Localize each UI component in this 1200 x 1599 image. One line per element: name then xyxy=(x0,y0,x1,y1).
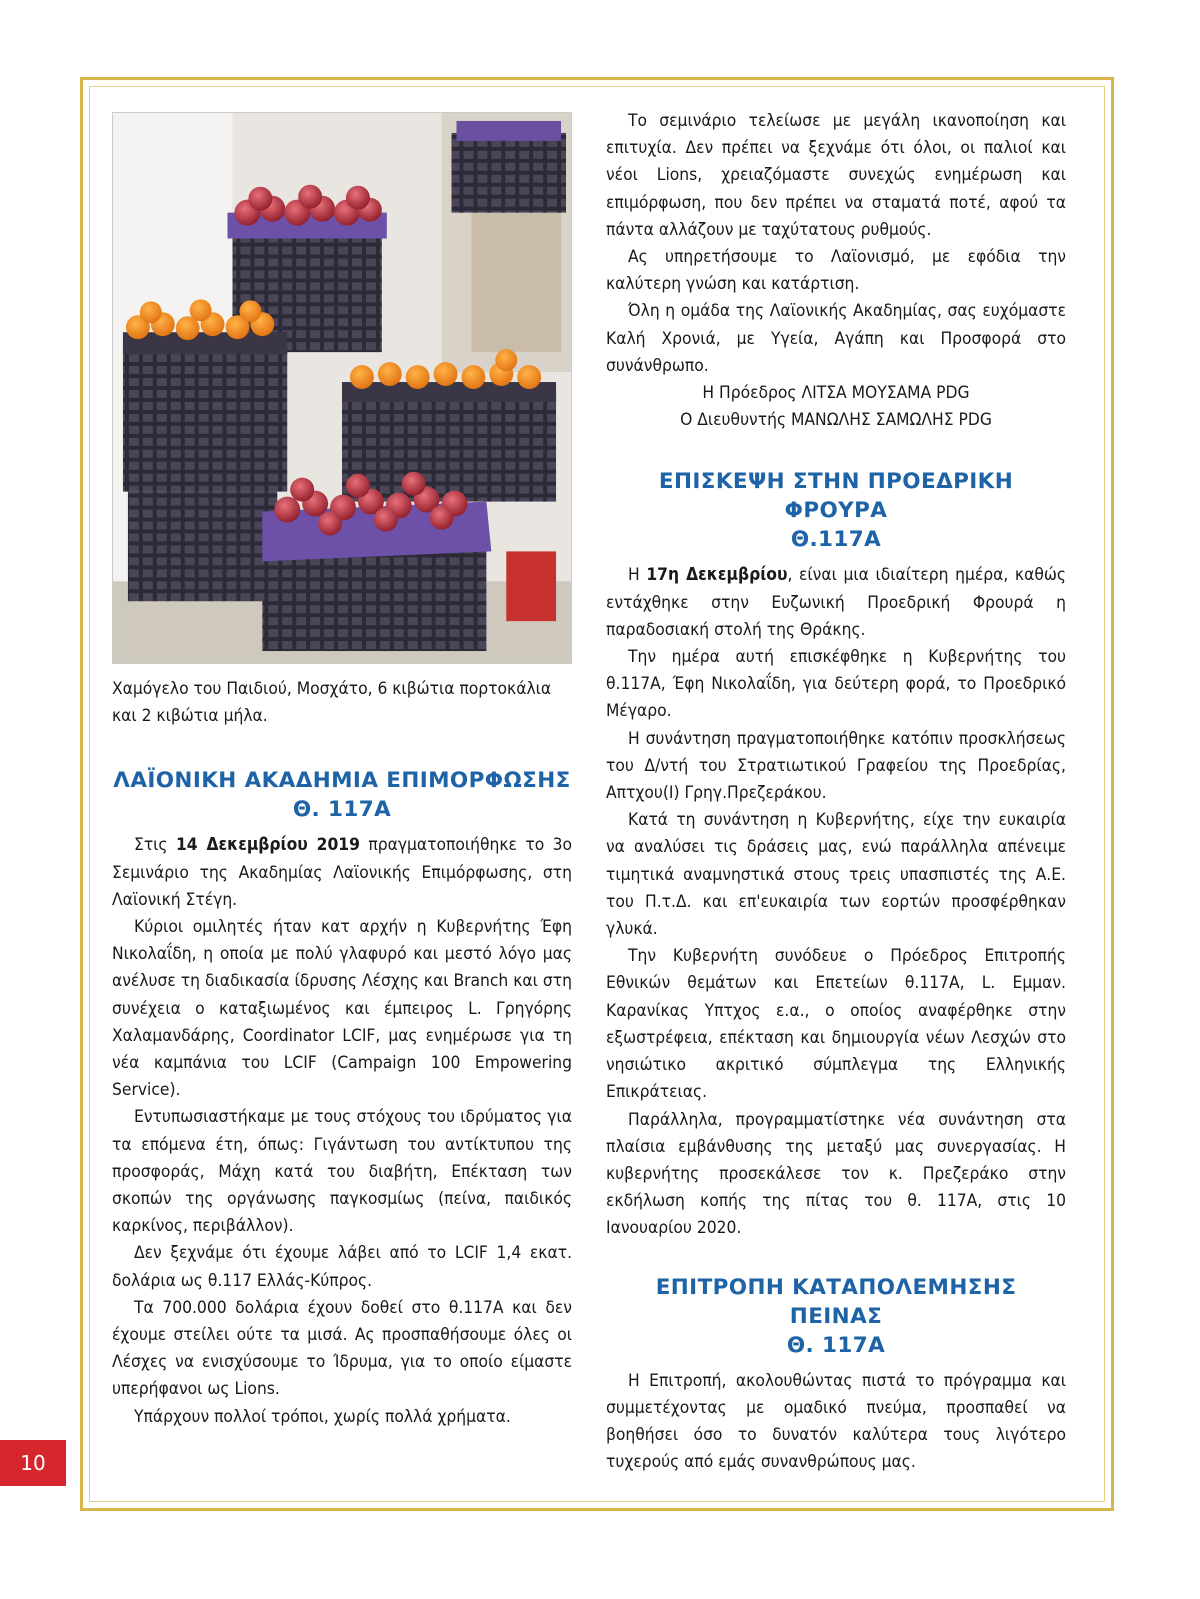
photo-caption: Χαμόγελο του Παιδιού, Μοσχάτο, 6 κιβώτια πορτοκάλια και 2 κιβώτια μήλα. xyxy=(112,679,552,727)
visit-paragraph-2: Την ημέρα αυτή επισκέφθηκε η Κυβερνήτης του θ.117Α, Έφη Νικολαΐδη, για δεύτερη φορά, το Προεδρικό Μέγαρο. xyxy=(606,647,1066,722)
academy-paragraph-3: Εντυπωσιαστήκαμε με τους στόχους του ιδρύματος για τα επόμενα έτη, όπως: Γιγάντωση του αντίκτυπου της προσφοράς, Μάχη κατά του διαβήτη, Επέκταση των σκοπών της οργάνωσης παγκοσμίως (πείνα, παιδικός καρκίνος, περιβάλλον). xyxy=(112,1107,572,1237)
signature-president: Η Πρόεδρος ΛΙΤΣΑ ΜΟΥΣΑΜΑ PDG xyxy=(702,383,970,404)
signature-director: Ο Διευθυντής ΜΑΝΩΛΗΣ ΣΑΜΩΛΗΣ PDG xyxy=(680,410,992,431)
visit-paragraph-4: Κατά τη συνάντηση η Κυβερνήτης, είχε την ευκαιρία να αναλύσει τις δράσεις μας, ενώ παράλληλα απένειμε τιμητικά αναμνηστικά στους τρεις υπασπιστές της Α.Ε. του Π.τ.Δ. και επ'ευκαιρία των εορτών προσφέρθηκαν γλυκά. xyxy=(606,810,1066,940)
visit-paragraph-6: Παράλληλα, προγραμματίστηκε νέα συνάντηση στα πλαίσια εμβάνθυσης της μεταξύ μας συνεργασίας. Η κυβερνήτης προσεκάλεσε τον κ. Πρεζεράκο στην εκδήλωση κοπής της πίτας του θ. 117Α, στις 10 Ιανουαρίου 2020. xyxy=(606,1109,1066,1239)
page-number: 10 xyxy=(0,1440,66,1486)
visit-heading-line1: ΕΠΙΣΚΕΨΗ ΣΤΗΝ ΠΡΟΕΔΡΙΚΗ ΦΡΟΥΡΑ xyxy=(658,469,1014,524)
academy-p1-post: πραγματοποιήθηκε το 3ο Σεμινάριο της Ακαδημίας Λαϊονικής Επιμόρφωσης, στη Λαϊονική Στέγη. xyxy=(112,835,572,910)
visit-p1-pre: Η xyxy=(628,565,647,586)
visit-p1-post: , είναι μια ιδιαίτερη ημέρα, καθώς εντάχθηκε στην Ευζωνική Προεδρική Φρουρά η παραδοσιακή στολή της Θράκης. xyxy=(606,565,1066,640)
academy-p1-date: 14 Δεκεμβρίου 2019 xyxy=(175,835,360,856)
academy-paragraph-7: Το σεμινάριο τελείωσε με μεγάλη ικανοποίηση και επιτυχία. Δεν πρέπει να ξεχνάμε ότι όλοι, οι παλιοί και νέοι Lions, χρειαζόμαστε συνεχώς ενημέρωση και επιμόρφωση, που δεν πρέπει να σταματά ποτέ, αφού τα πάντα αλλάζουν με ταχύτατους ρυθμούς. xyxy=(606,111,1066,240)
academy-heading-line1: ΛΑΪΟΝΙΚΗ ΑΚΑΔΗΜΙΑ ΕΠΙΜΟΡΦΩΣΗΣ xyxy=(113,768,571,794)
academy-heading-line2: Θ. 117Α xyxy=(292,797,392,823)
visit-paragraph-5: Την Κυβερνήτη συνόδευε ο Πρόεδρος Επιτροπής Εθνικών θεμάτων και Επετείων θ.117Α, L. Εμμαν. Καρανίκας Υπτχος ε.α., ο οποίος αναφέρθηκε στην εξωστρέφεια, επέκταση και δημιουργία νέων Λεσχών στο νησιώτικο ακριτικό σύμπλεγμα της Ελληνικής Επικράτειας. xyxy=(606,946,1066,1103)
academy-p1-pre: Στις xyxy=(134,835,176,856)
hunger-heading xyxy=(606,1273,1066,1360)
academy-paragraph-5: Τα 700.000 δολάρια έχουν δοθεί στο θ.117Α και δεν έχουμε στείλει ούτε τα μισά. Ας προσπαθήσουμε όλες οι Λέσχες να ενισχύσουμε το Ίδρυμα, για το οποίο είμαστε υπερήφανοι ως Lions. xyxy=(112,1297,572,1400)
visit-heading xyxy=(606,467,1066,554)
academy-paragraph-8: Ας υπηρετήσουμε το Λαϊονισμό, με εφόδια την καλύτερη γνώση και κατάρτιση. xyxy=(606,247,1066,295)
visit-paragraph-1 xyxy=(606,562,1066,644)
right-column xyxy=(606,108,1066,1476)
hunger-heading-line2: Θ. 117Α xyxy=(786,1332,886,1358)
academy-heading xyxy=(112,766,572,824)
visit-p1-date: 17η Δεκεμβρίου xyxy=(646,565,788,586)
academy-paragraph-6: Υπάρχουν πολλοί τρόποι, χωρίς πολλά χρήματα. xyxy=(134,1406,511,1427)
academy-paragraph-1 xyxy=(112,832,572,914)
visit-heading-line2: Θ.117Α xyxy=(790,527,882,553)
visit-paragraph-3: Η συνάντηση πραγματοποιήθηκε κατόπιν προσκλήσεως του Δ/ντή του Στρατιωτικού Γραφείου της Προεδρίας, Απτχου(Ι) Γρηγ.Πρεζεράκου. xyxy=(606,728,1066,804)
academy-paragraph-2: Κύριοι ομιλητές ήταν κατ αρχήν η Κυβερνήτης Έφη Νικολαΐδη, η οποία με πολύ γλαφυρό και μεστό λόγο μας ανέλυσε τη διαδικασία ίδρυσης Λέσχης και Branch και στη συνέχεια ο καταξιωμένος και έμπειρος L. Γρηγόρης Χαλαμανδάρης, Coordinator LCIF, μας ενημέρωσε για τη νέα καμπάνια του LCIF (Campaign 100 Empowering Service). xyxy=(112,917,572,1101)
left-column xyxy=(112,112,572,1431)
academy-paragraph-4: Δεν ξεχνάμε ότι έχουμε λάβει από το LCIF 1,4 εκατ. δολάρια ως θ.117 Ελλάς-Κύπρος. xyxy=(112,1243,572,1291)
academy-paragraph-9: Όλη η ομάδα της Λαϊονικής Ακαδημίας, σας ευχόμαστε Καλή Χρονιά, με Υγεία, Αγάπη και Προσφορά στο συνάνθρωπο. xyxy=(606,301,1066,376)
hunger-heading-line1: ΕΠΙΤΡΟΠΗ ΚΑΤΑΠΟΛΕΜΗΣΗΣ ΠΕΙΝΑΣ xyxy=(655,1274,1017,1329)
fruit-crates-photo xyxy=(112,112,572,664)
hunger-paragraph-1: Η Επιτροπή, ακολουθώντας πιστά το πρόγραμμα και συμμετέχοντας με ομαδικό πνεύμα, προσπαθεί να βοηθήσει όσο το δυνατόν καλύτερα τους λιγότερο τυχερούς από εμάς συνανθρώπους μας. xyxy=(606,1370,1066,1473)
